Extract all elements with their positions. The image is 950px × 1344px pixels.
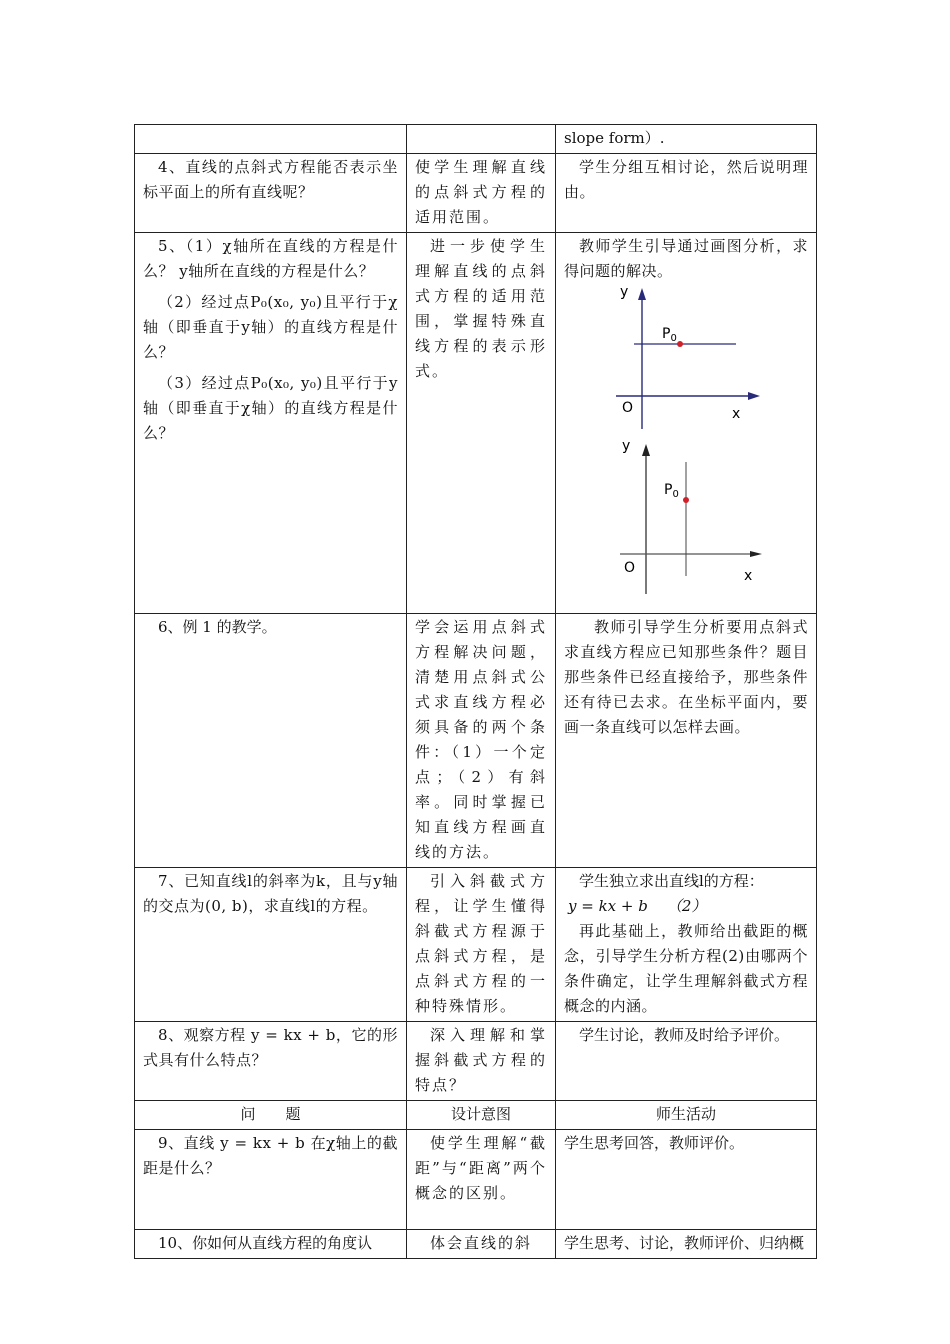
design-intent-text: 体会直线的斜 [430,1234,533,1252]
design-intent-text: 深入理解和掌握斜截式方程的特点？ [415,1026,547,1094]
table-row [135,233,817,614]
design-intent-cell [407,614,556,868]
question-text: （3）经过点P₀(x₀, y₀)且平行于y轴（即垂直于χ轴）的直线方程是什么？ [143,374,398,442]
table-header-row [135,1101,817,1130]
design-intent-cell [407,125,556,154]
y-axis-arrow [638,288,646,300]
activity-text: 学生分组互相讨论，然后说明理由。 [564,158,808,201]
activity-cell [556,154,817,233]
question-cell [135,1022,407,1101]
y-axis-label: y [622,438,631,454]
x-axis-arrow [748,392,760,400]
question-text: 8、观察方程 y = kx + b，它的形式具有什么特点？ [143,1026,398,1069]
activity-cell [556,868,817,1022]
question-text: 7、已知直线l的斜率为k，且与y轴的交点为(0, b)，求直线l的方程。 [143,872,398,915]
activity-text: 学生思考回答，教师评价。 [564,1134,745,1152]
origin-label: O [624,560,636,576]
lesson-plan-table [134,124,817,1259]
question-cell [135,614,407,868]
question-cell [135,868,407,1022]
design-intent-text: 学会运用点斜式方程解决问题，清楚用点斜式公式求直线方程必须具备的两个条件：（1）一个定点；（2）有斜率。同时掌握已知直线方程画直线的方法。 [415,618,547,861]
question-cell [135,125,407,154]
activity-text: 教师学生引导通过画图分析，求得问题的解决。 [564,237,808,280]
question-text: 5、（1）χ轴所在直线的方程是什么？ y轴所在直线的方程是什么？ [143,237,398,280]
question-text: （2）经过点P₀(x₀, y₀)且平行于χ轴（即垂直于y轴）的直线方程是什么？ [143,293,398,361]
design-intent-cell [407,1230,556,1259]
x-axis-label: x [744,568,753,584]
table-row [135,868,817,1022]
activity-cell [556,1022,817,1101]
design-intent-text: 使学生理解直线的点斜式方程的适用范围。 [415,158,547,226]
activity-text: slope form）. [564,129,665,147]
column-header: 设计意图 [407,1101,556,1130]
design-intent-text: 引入斜截式方程，让学生懂得斜截式方程源于点斜式方程，是点斜式方程的一种特殊情形。 [415,872,547,1015]
x-axis-label: x [732,406,741,422]
graph-horizontal-line [616,284,760,429]
point-p0 [683,497,689,503]
coordinate-graphs [564,284,794,596]
table-row [135,154,817,233]
question-cell [135,233,407,614]
y-axis-arrow [642,444,650,456]
question-text: 4、直线的点斜式方程能否表示坐标平面上的所有直线呢？ [143,158,398,201]
graph-vertical-line [620,438,762,594]
activity-text: 再此基础上，教师给出截距的概念，引导学生分析方程(2)由哪两个条件确定，让学生理解斜截式方程概念的内涵。 [564,922,808,1015]
origin-label: O [622,400,634,416]
activity-cell [556,1130,817,1230]
question-cell [135,154,407,233]
column-header: 问 题 [135,1101,407,1130]
table-row [135,1130,817,1230]
activity-text: 学生独立求出直线l的方程： [579,872,764,890]
design-intent-cell [407,154,556,233]
activity-text: 学生讨论，教师及时给予评价。 [579,1026,790,1044]
design-intent-text: 进一步使学生理解直线的点斜式方程的适用范围，掌握特殊直线方程的表示形式。 [415,237,547,380]
table-row [135,1022,817,1101]
design-intent-cell [407,233,556,614]
activity-cell [556,233,817,614]
x-axis-arrow [750,551,762,557]
activity-text: 教师引导学生分析要用点斜式求直线方程应已知那些条件？题目那些条件已经直接给予，那些条件还有待已去求。在坐标平面内，要画一条直线可以怎样去画。 [564,618,808,736]
activity-text: 学生思考、讨论，教师评价、归纳概 [564,1234,805,1252]
point-label: $P_0$ [662,326,677,344]
column-header: 师生活动 [556,1101,817,1130]
question-text: 9、直线 y = kx + b 在χ轴上的截距是什么？ [143,1134,398,1177]
equation-text: y = kx + b （2） [568,897,707,915]
design-intent-cell [407,868,556,1022]
question-text: 10、你如何从直线方程的角度认 [158,1234,373,1252]
question-cell [135,1130,407,1230]
table-row [135,614,817,868]
point-label: $P_0$ [664,482,679,500]
design-intent-cell [407,1022,556,1101]
question-cell [135,1230,407,1259]
design-intent-text: 使学生理解“截距”与“距离”两个概念的区别。 [415,1134,547,1202]
question-text: 6、例 1 的教学。 [158,618,277,636]
activity-cell [556,614,817,868]
y-axis-label: y [620,284,629,300]
activity-cell [556,1230,817,1259]
design-intent-cell [407,1130,556,1230]
point-p0 [677,341,683,347]
table-row [135,1230,817,1259]
table-row [135,125,817,154]
activity-cell [556,125,817,154]
